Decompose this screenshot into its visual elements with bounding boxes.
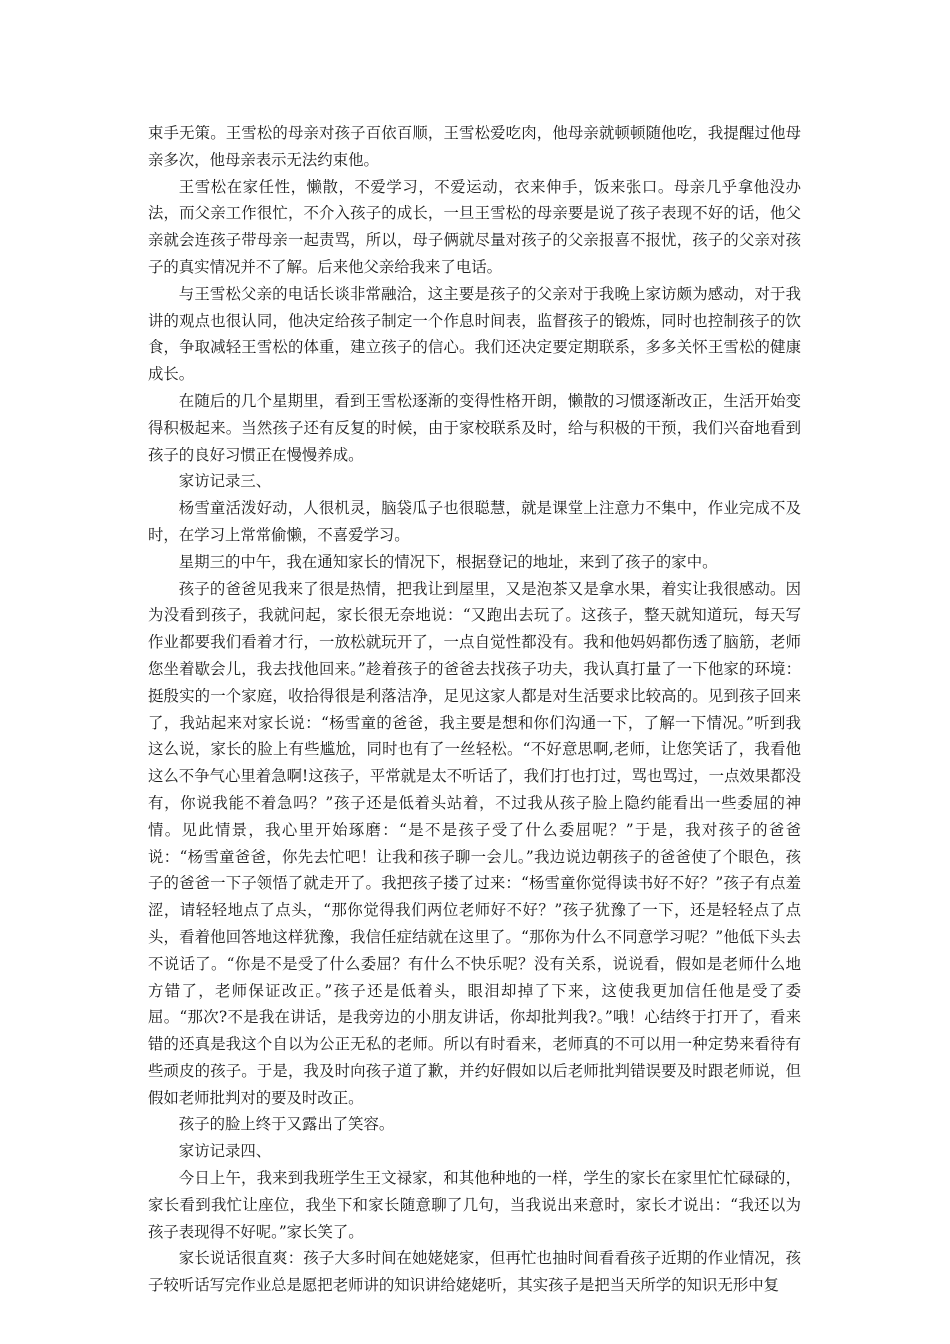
section-heading-visit-4: 家访记录四、 <box>178 1142 272 1161</box>
paragraph-wang-wenlu-visit: 今日上午，我来到我班学生王文禄家，和其他种地的一样，学生的家长在家里忙忙碌碌的，家长看到我忙让座位，我坐下和家长随意聊了几句，当我说出来意时，家长才说出：“我还以为孩子表现得不好呢。”家长笑了。 <box>148 1169 801 1241</box>
paragraph-visit-conversation: 孩子的爸爸见我来了很是热情，把我让到屋里，又是泡茶又是拿水果，着实让我很感动。因为没看到孩子，我就问起，家长很无奈地说：“又跑出去玩了。这孩子，整天就知道玩，每天写作业都要我们看着才行，一放松就玩开了，一点自觉性都没有。我和他妈妈都伤透了脑筋，老师您坐着歇会儿，我去找他回来。”趁着孩子的爸爸去找孩子功夫，我认真打量了一下他家的环境：挺殷实的一个家庭，收拾得很是利落洁净，足见这家人都是对生活要求比较高的。见到孩子回来了，我站起来对家长说：“杨雪童的爸爸，我主要是想和你们沟通一下，了解一下情况。”听到我这么说，家长的脸上有些尴尬，同时也有了一丝轻松。“不好意思啊,老师，让您笑话了，我看他这么不争气心里着急啊!这孩子，平常就是太不听话了，我们打也打过，骂也骂过，一点效果都没有，你说我能不着急吗？”孩子还是低着头站着，不过我从孩子脸上隐约能看出一些委屈的神情。见此情景，我心里开始琢磨：“是不是孩子受了什么委屈呢？”于是，我对孩子的爸爸说：“杨雪童爸爸，你先去忙吧！让我和孩子聊一会儿。”我边说边朝孩子的爸爸使了个眼色，孩子的爸爸一下子领悟了就走开了。我把孩子搂了过来：“杨雪童你觉得读书好不好？”孩子有点羞涩，请轻轻地点了点头，“那你觉得我们两位老师好不好？”孩子犹豫了一下，还是轻轻点了点头，看着他回答地这样犹豫，我信任症结就在这里了。“那你为什么不同意学习呢？”他低下头去不说话了。“你是不是受了什么委屈？有什么不快乐呢？没有关系，说说看，假如是老师什么地方错了，老师保证改正。”孩子还是低着头，眼泪却掉了下来，这使我更加信任他是受了委屈。“那次?不是我在讲话，是我旁边的小朋友讲话，你却批判我?。”哦！心结终于打开了，看来错的还真是我这个自以为公正无私的老师。所以有时看来，老师真的不可以用一种定势来看待有些顽皮的孩子。于是，我及时向孩子道了歉，并约好假如以后老师批判错误要及时跟老师说，但假如老师批判对的要及时改正。 <box>148 579 801 1107</box>
paragraph-child-smiles: 孩子的脸上终于又露出了笑容。 <box>178 1115 395 1134</box>
paragraph-wang-xuesong-home: 王雪松在家任性，懒散，不爱学习，不爱运动，衣来伸手，饭来张口。母亲几乎拿他没办法，而父亲工作很忙，不介入孩子的成长，一旦王雪松的母亲要是说了孩子表现不好的话，他父亲就会连孩子带母亲一起责骂，所以，母子俩就尽量对孩子的父亲报喜不报忧，孩子的父亲对孩子的真实情况并不了解。后来他父亲给我来了电话。 <box>148 177 801 276</box>
document-page <box>148 120 801 1299</box>
paragraph-yang-xuetong-intro: 杨雪童活泼好动，人很机灵，脑袋瓜子也很聪慧，就是课堂上注意力不集中，作业完成不及时，在学习上常常偷懒，不喜爱学习。 <box>148 499 801 544</box>
paragraph-wednesday-visit: 星期三的中午，我在通知家长的情况下，根据登记的地址，来到了孩子的家中。 <box>178 552 718 571</box>
section-heading-visit-3: 家访记录三、 <box>178 472 272 491</box>
paragraph-following-weeks: 在随后的几个星期里，看到王雪松逐渐的变得性格开朗，懒散的习惯逐渐改正，生活开始变得积极起来。当然孩子还有反复的时候，由于家校联系及时，给与积极的干预，我们兴奋地看到孩子的良好习惯正在慢慢养成。 <box>148 391 801 464</box>
paragraph-parent-remarks: 家长说话很直爽：孩子大多时间在她姥姥家，但再忙也抽时间看看孩子近期的作业情况，孩子较听话写完作业总是愿把老师讲的知识讲给姥姥听，其实孩子是把当天所学的知识无形中复 <box>148 1249 801 1295</box>
paragraph-continuation: 束手无策。王雪松的母亲对孩子百依百顺，王雪松爱吃肉，他母亲就顿顿随他吃，我提醒过他母亲多次，他母亲表示无法约束他。 <box>148 124 801 169</box>
paragraph-father-call: 与王雪松父亲的电话长谈非常融洽，这主要是孩子的父亲对于我晚上家访颇为感动，对于我讲的观点也很认同，他决定给孩子制定一个作息时间表，监督孩子的锻炼，同时也控制孩子的饮食，争取减轻王雪松的体重，建立孩子的信心。我们还决定要定期联系，多多关怀王雪松的健康成长。 <box>148 284 801 384</box>
